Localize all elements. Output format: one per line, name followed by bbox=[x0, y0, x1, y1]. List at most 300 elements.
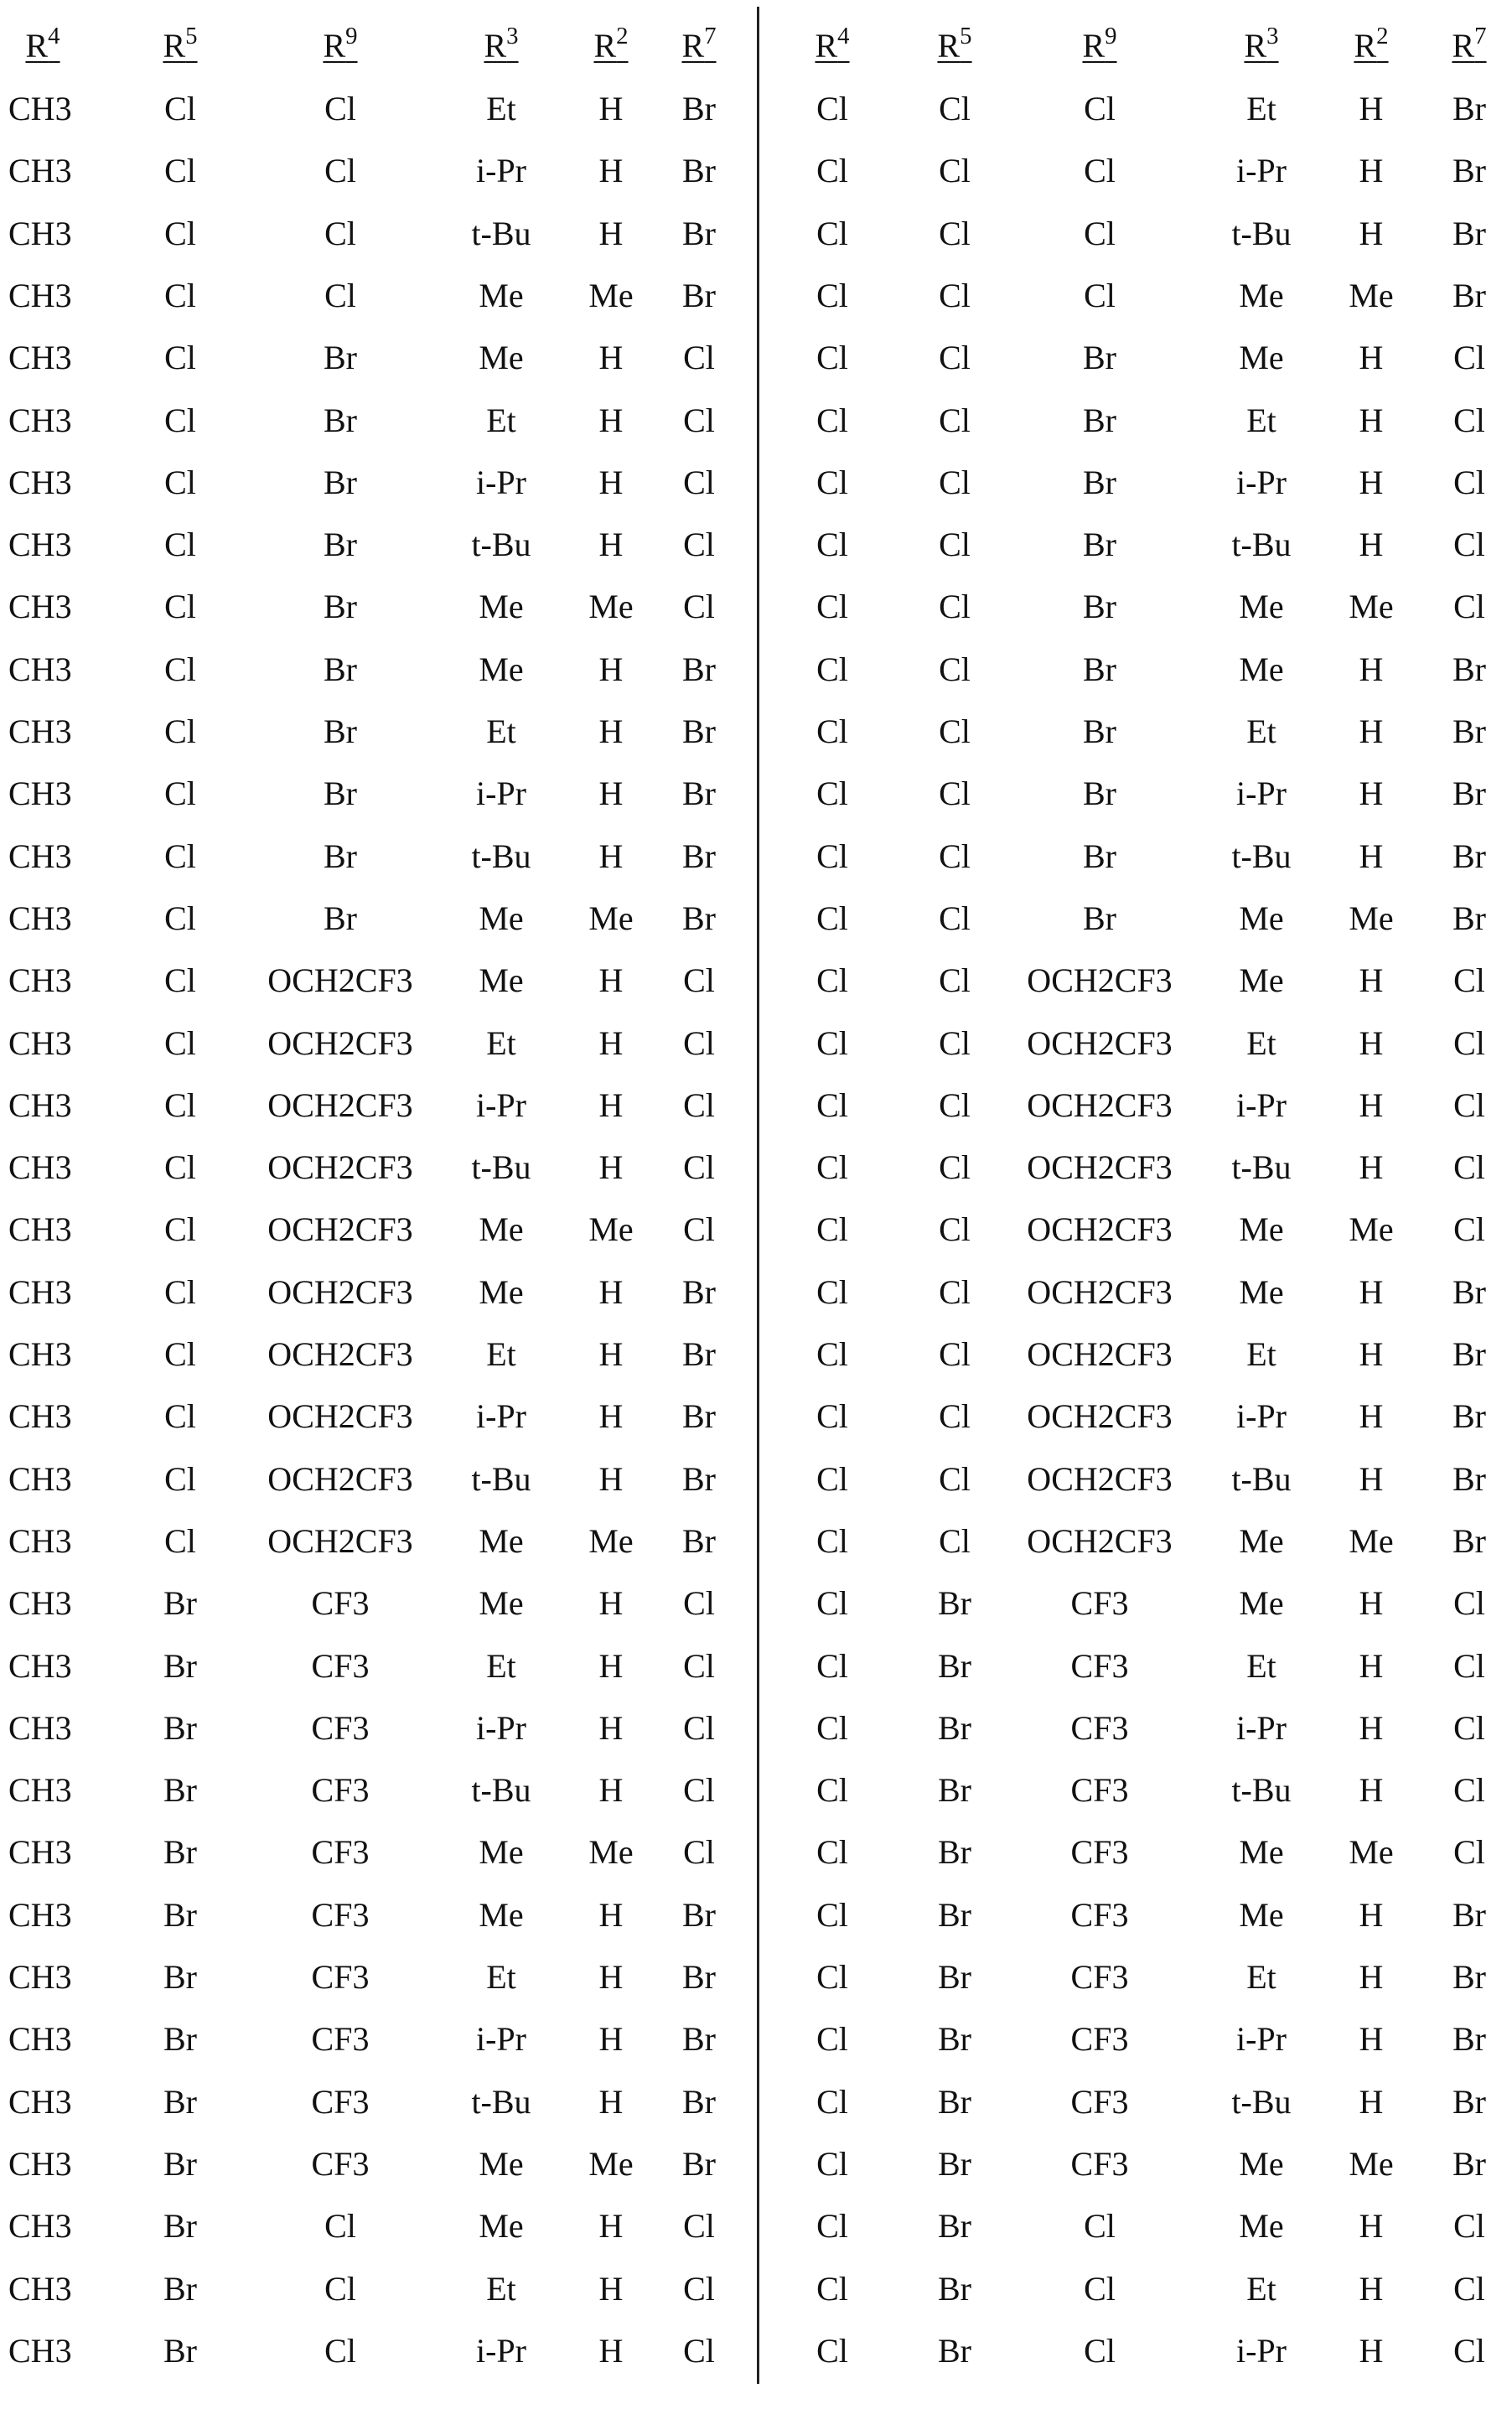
table-cell-r9: Cl bbox=[324, 217, 356, 251]
table-cell-r2: H bbox=[599, 1151, 624, 1184]
table-cell-r9: Br bbox=[1083, 902, 1116, 935]
table-cell-r2: H bbox=[599, 217, 624, 251]
table-cell-r2: H bbox=[1359, 404, 1384, 438]
table-cell-r5: Cl bbox=[164, 217, 196, 251]
table-cell-r5: Cl bbox=[164, 341, 196, 375]
table-cell-r4: Cl bbox=[816, 840, 848, 873]
table-cell-r2: H bbox=[1359, 2334, 1384, 2368]
table-cell-r5: Cl bbox=[939, 279, 971, 313]
table-cell-r4: CH3 bbox=[8, 1463, 72, 1496]
table-cell-r2: Me bbox=[1349, 2147, 1393, 2181]
table-cell-r2: Me bbox=[1349, 590, 1393, 624]
table-cell-r3: Et bbox=[1246, 1650, 1276, 1683]
table-cell-r5: Cl bbox=[939, 466, 971, 500]
table-cell-r9: Cl bbox=[1084, 2334, 1116, 2368]
table-cell-r3: Et bbox=[1246, 1027, 1276, 1060]
table-cell-r2: Me bbox=[588, 902, 633, 935]
table-cell-r3: Me bbox=[1239, 1213, 1283, 1246]
table-cell-r5: Cl bbox=[164, 1276, 196, 1309]
table-cell-r7: Cl bbox=[1453, 466, 1485, 500]
table-cell-r3: i-Pr bbox=[476, 2334, 526, 2368]
table-cell-r5: Br bbox=[938, 2085, 971, 2119]
table-cell-r4: CH3 bbox=[8, 1899, 72, 1932]
table-cell-r5: Br bbox=[163, 2147, 197, 2181]
table-cell-r7: Br bbox=[682, 2023, 716, 2056]
table-cell-r3: i-Pr bbox=[1236, 154, 1287, 188]
table-cell-r7: Cl bbox=[683, 528, 715, 562]
table-cell-r7: Br bbox=[1452, 1276, 1486, 1309]
table-cell-r4: Cl bbox=[816, 1899, 848, 1932]
table-cell-r7: Br bbox=[682, 1525, 716, 1558]
table-cell-r7: Cl bbox=[683, 1712, 715, 1745]
table-cell-r9: Br bbox=[1083, 653, 1116, 686]
table-cell-r3: t-Bu bbox=[471, 528, 531, 562]
table-cell-r2: H bbox=[599, 1463, 624, 1496]
table-cell-r4: Cl bbox=[816, 92, 848, 126]
table-cell-r9: CF3 bbox=[1071, 1712, 1129, 1745]
table-cell-r2: H bbox=[599, 1774, 624, 1807]
column-header-r7: R7 bbox=[1452, 29, 1486, 63]
table-cell-r3: t-Bu bbox=[1231, 1774, 1291, 1807]
table-cell-r2: H bbox=[599, 2210, 624, 2243]
table-cell-r4: Cl bbox=[816, 1276, 848, 1309]
table-cell-r5: Cl bbox=[939, 590, 971, 624]
table-cell-r4: Cl bbox=[816, 154, 848, 188]
table-cell-r2: H bbox=[1359, 1089, 1384, 1122]
table-cell-r7: Cl bbox=[1453, 964, 1485, 997]
table-cell-r7: Br bbox=[1452, 653, 1486, 686]
table-cell-r5: Br bbox=[163, 2210, 197, 2243]
table-cell-r3: Me bbox=[1239, 1899, 1283, 1932]
table-cell-r3: Et bbox=[1246, 92, 1276, 126]
table-cell-r9: OCH2CF3 bbox=[1027, 1400, 1172, 1433]
table-cell-r4: CH3 bbox=[8, 2210, 72, 2243]
column-divider bbox=[757, 7, 759, 2384]
table-cell-r7: Br bbox=[1452, 92, 1486, 126]
table-cell-r2: H bbox=[599, 1899, 624, 1932]
table-cell-r3: i-Pr bbox=[1236, 1400, 1287, 1433]
table-cell-r2: Me bbox=[1349, 1836, 1393, 1869]
column-header-r5: R5 bbox=[163, 29, 197, 63]
column-header-r9: R9 bbox=[1082, 29, 1116, 63]
column-header-r3: R3 bbox=[484, 29, 518, 63]
table-cell-r4: Cl bbox=[816, 1961, 848, 1994]
table-cell-r3: Me bbox=[1239, 279, 1283, 313]
table-cell-r7: Br bbox=[1452, 1400, 1486, 1433]
table-cell-r9: Br bbox=[1083, 590, 1116, 624]
table-cell-r3: Et bbox=[1246, 715, 1276, 749]
table-cell-r9: Cl bbox=[324, 2272, 356, 2306]
table-cell-r5: Cl bbox=[164, 404, 196, 438]
table-cell-r2: H bbox=[1359, 1151, 1384, 1184]
table-cell-r4: Cl bbox=[816, 902, 848, 935]
table-cell-r4: CH3 bbox=[8, 653, 72, 686]
table-cell-r7: Br bbox=[1452, 279, 1486, 313]
table-cell-r2: H bbox=[1359, 1899, 1384, 1932]
table-cell-r9: Br bbox=[324, 902, 357, 935]
table-cell-r3: Et bbox=[486, 1338, 516, 1371]
table-cell-r2: H bbox=[599, 1027, 624, 1060]
table-cell-r2: H bbox=[1359, 1650, 1384, 1683]
table-cell-r9: Br bbox=[1083, 466, 1116, 500]
table-cell-r3: Me bbox=[479, 964, 523, 997]
table-cell-r7: Br bbox=[1452, 777, 1486, 811]
table-cell-r4: CH3 bbox=[8, 777, 72, 811]
table-cell-r5: Cl bbox=[164, 590, 196, 624]
table-cell-r3: i-Pr bbox=[476, 1712, 526, 1745]
table-cell-r7: Br bbox=[682, 1338, 716, 1371]
table-cell-r5: Br bbox=[938, 2023, 971, 2056]
table-cell-r5: Br bbox=[938, 1587, 971, 1620]
table-cell-r3: i-Pr bbox=[476, 1400, 526, 1433]
table-cell-r3: Me bbox=[479, 2147, 523, 2181]
table-cell-r5: Cl bbox=[939, 1463, 971, 1496]
table-cell-r7: Br bbox=[682, 777, 716, 811]
column-header-r9: R9 bbox=[323, 29, 357, 63]
table-cell-r3: Et bbox=[486, 92, 516, 126]
table-cell-r4: CH3 bbox=[8, 590, 72, 624]
table-cell-r5: Cl bbox=[164, 653, 196, 686]
table-cell-r3: Me bbox=[479, 1836, 523, 1869]
table-cell-r3: Me bbox=[479, 1899, 523, 1932]
table-cell-r5: Cl bbox=[939, 217, 971, 251]
table-cell-r5: Cl bbox=[939, 1151, 971, 1184]
table-cell-r4: CH3 bbox=[8, 1027, 72, 1060]
table-cell-r4: CH3 bbox=[8, 1587, 72, 1620]
table-cell-r5: Cl bbox=[939, 1525, 971, 1558]
table-cell-r4: CH3 bbox=[8, 1276, 72, 1309]
table-cell-r9: Cl bbox=[324, 2334, 356, 2368]
table-cell-r5: Cl bbox=[939, 902, 971, 935]
table-cell-r4: Cl bbox=[816, 2085, 848, 2119]
table-cell-r5: Cl bbox=[939, 154, 971, 188]
table-cell-r4: CH3 bbox=[8, 1836, 72, 1869]
table-cell-r9: OCH2CF3 bbox=[1027, 1151, 1172, 1184]
table-cell-r3: Et bbox=[1246, 404, 1276, 438]
table-cell-r4: Cl bbox=[816, 1213, 848, 1246]
table-cell-r7: Br bbox=[682, 653, 716, 686]
table-cell-r7: Br bbox=[1452, 154, 1486, 188]
table-cell-r4: CH3 bbox=[8, 341, 72, 375]
table-cell-r5: Cl bbox=[164, 902, 196, 935]
table-cell-r4: CH3 bbox=[8, 2272, 72, 2306]
table-cell-r2: H bbox=[599, 92, 624, 126]
table-cell-r3: Me bbox=[1239, 1587, 1283, 1620]
table-cell-r3: Me bbox=[1239, 902, 1283, 935]
table-cell-r4: Cl bbox=[816, 2147, 848, 2181]
table-cell-r4: Cl bbox=[816, 2210, 848, 2243]
table-cell-r4: Cl bbox=[816, 1463, 848, 1496]
table-cell-r9: OCH2CF3 bbox=[267, 1151, 412, 1184]
table-cell-r3: Me bbox=[479, 653, 523, 686]
table-cell-r2: H bbox=[599, 1089, 624, 1122]
table-cell-r2: H bbox=[599, 341, 624, 375]
table-cell-r9: OCH2CF3 bbox=[267, 1338, 412, 1371]
table-cell-r9: Cl bbox=[1084, 2272, 1116, 2306]
table-cell-r9: CF3 bbox=[1071, 2085, 1129, 2119]
table-cell-r4: Cl bbox=[816, 964, 848, 997]
table-cell-r5: Br bbox=[163, 2085, 197, 2119]
table-cell-r5: Br bbox=[938, 2334, 971, 2368]
table-cell-r7: Br bbox=[682, 1463, 716, 1496]
table-cell-r5: Br bbox=[163, 1650, 197, 1683]
table-cell-r4: Cl bbox=[816, 1525, 848, 1558]
table-cell-r9: CF3 bbox=[312, 2085, 370, 2119]
table-cell-r5: Cl bbox=[939, 1089, 971, 1122]
table-cell-r9: CF3 bbox=[312, 2023, 370, 2056]
table-cell-r5: Cl bbox=[164, 528, 196, 562]
column-header-r2: R2 bbox=[593, 29, 628, 63]
table-cell-r3: Et bbox=[1246, 1338, 1276, 1371]
table-cell-r7: Cl bbox=[1453, 528, 1485, 562]
table-cell-r7: Cl bbox=[1453, 2272, 1485, 2306]
table-cell-r2: H bbox=[1359, 1027, 1384, 1060]
table-cell-r7: Br bbox=[682, 1961, 716, 1994]
table-cell-r2: H bbox=[599, 2272, 624, 2306]
table-cell-r2: H bbox=[1359, 528, 1384, 562]
table-cell-r7: Cl bbox=[683, 2272, 715, 2306]
table-cell-r9: CF3 bbox=[1071, 1774, 1129, 1807]
table-cell-r2: H bbox=[1359, 1774, 1384, 1807]
table-cell-r2: H bbox=[1359, 1712, 1384, 1745]
table-cell-r5: Cl bbox=[164, 154, 196, 188]
table-cell-r7: Br bbox=[1452, 217, 1486, 251]
table-cell-r4: Cl bbox=[816, 1650, 848, 1683]
table-cell-r4: CH3 bbox=[8, 964, 72, 997]
table-cell-r2: Me bbox=[588, 279, 633, 313]
table-cell-r7: Br bbox=[682, 92, 716, 126]
table-cell-r4: Cl bbox=[816, 2272, 848, 2306]
table-cell-r3: Me bbox=[479, 1525, 523, 1558]
table-cell-r2: H bbox=[1359, 964, 1384, 997]
table-cell-r5: Br bbox=[163, 1712, 197, 1745]
table-cell-r4: Cl bbox=[816, 217, 848, 251]
table-cell-r7: Cl bbox=[1453, 1774, 1485, 1807]
table-cell-r4: CH3 bbox=[8, 2085, 72, 2119]
table-cell-r7: Cl bbox=[683, 1213, 715, 1246]
table-cell-r5: Cl bbox=[939, 528, 971, 562]
table-cell-r2: H bbox=[599, 1338, 624, 1371]
table-cell-r3: t-Bu bbox=[1231, 1463, 1291, 1496]
table-cell-r5: Cl bbox=[164, 1463, 196, 1496]
table-cell-r2: Me bbox=[588, 1213, 633, 1246]
table-cell-r7: Cl bbox=[683, 1027, 715, 1060]
column-header-r5: R5 bbox=[937, 29, 971, 63]
table-cell-r9: CF3 bbox=[1071, 2023, 1129, 2056]
table-cell-r9: OCH2CF3 bbox=[267, 1525, 412, 1558]
table-cell-r2: H bbox=[599, 466, 624, 500]
table-cell-r3: Me bbox=[479, 590, 523, 624]
table-cell-r9: OCH2CF3 bbox=[1027, 1276, 1172, 1309]
table-cell-r9: CF3 bbox=[1071, 1961, 1129, 1994]
table-cell-r9: CF3 bbox=[1071, 1587, 1129, 1620]
table-cell-r3: Me bbox=[479, 1276, 523, 1309]
table-cell-r4: Cl bbox=[816, 1774, 848, 1807]
table-cell-r2: Me bbox=[588, 2147, 633, 2181]
table-cell-r7: Cl bbox=[683, 1151, 715, 1184]
table-cell-r3: Et bbox=[486, 715, 516, 749]
table-cell-r2: H bbox=[1359, 1400, 1384, 1433]
table-cell-r3: Me bbox=[479, 1213, 523, 1246]
table-cell-r4: CH3 bbox=[8, 715, 72, 749]
table-cell-r4: CH3 bbox=[8, 1961, 72, 1994]
table-cell-r9: Cl bbox=[1084, 279, 1116, 313]
table-cell-r3: t-Bu bbox=[1231, 217, 1291, 251]
table-cell-r4: CH3 bbox=[8, 1338, 72, 1371]
table-cell-r3: t-Bu bbox=[1231, 840, 1291, 873]
table-cell-r4: Cl bbox=[816, 2023, 848, 2056]
table-cell-r5: Br bbox=[163, 1836, 197, 1869]
table-cell-r9: Br bbox=[1083, 777, 1116, 811]
table-cell-r7: Br bbox=[682, 1400, 716, 1433]
table-cell-r5: Cl bbox=[164, 1338, 196, 1371]
table-cell-r5: Cl bbox=[939, 341, 971, 375]
table-cell-r3: Me bbox=[1239, 1836, 1283, 1869]
table-cell-r2: H bbox=[1359, 1961, 1384, 1994]
table-cell-r5: Br bbox=[938, 1712, 971, 1745]
table-cell-r5: Br bbox=[938, 1650, 971, 1683]
table-cell-r7: Br bbox=[682, 902, 716, 935]
table-cell-r9: Br bbox=[324, 528, 357, 562]
table-cell-r7: Cl bbox=[1453, 590, 1485, 624]
table-cell-r7: Br bbox=[682, 2147, 716, 2181]
table-cell-r4: Cl bbox=[816, 777, 848, 811]
table-cell-r4: CH3 bbox=[8, 154, 72, 188]
table-cell-r5: Br bbox=[163, 1899, 197, 1932]
table-cell-r2: H bbox=[599, 1587, 624, 1620]
table-cell-r4: Cl bbox=[816, 1836, 848, 1869]
table-cell-r4: Cl bbox=[816, 1712, 848, 1745]
table-cell-r5: Cl bbox=[939, 92, 971, 126]
table-cell-r5: Cl bbox=[939, 715, 971, 749]
table-cell-r3: Et bbox=[486, 1961, 516, 1994]
table-cell-r5: Cl bbox=[164, 1400, 196, 1433]
table-cell-r9: Br bbox=[324, 341, 357, 375]
table-cell-r7: Br bbox=[682, 1899, 716, 1932]
table-cell-r4: CH3 bbox=[8, 528, 72, 562]
table-cell-r5: Br bbox=[163, 2334, 197, 2368]
table-cell-r4: CH3 bbox=[8, 404, 72, 438]
table-cell-r7: Cl bbox=[1453, 1213, 1485, 1246]
table-cell-r9: Cl bbox=[324, 154, 356, 188]
table-cell-r7: Cl bbox=[1453, 341, 1485, 375]
table-cell-r7: Br bbox=[682, 840, 716, 873]
column-header-r4: R4 bbox=[25, 29, 60, 63]
table-cell-r3: Me bbox=[479, 2210, 523, 2243]
table-cell-r4: Cl bbox=[816, 2334, 848, 2368]
table-cell-r2: H bbox=[599, 653, 624, 686]
table-cell-r9: Br bbox=[1083, 840, 1116, 873]
table-cell-r7: Cl bbox=[683, 1587, 715, 1620]
table-cell-r5: Cl bbox=[939, 777, 971, 811]
table-cell-r4: CH3 bbox=[8, 1774, 72, 1807]
table-cell-r7: Cl bbox=[1453, 1712, 1485, 1745]
table-cell-r5: Cl bbox=[939, 1400, 971, 1433]
table-cell-r3: Me bbox=[1239, 341, 1283, 375]
table-cell-r7: Br bbox=[1452, 2147, 1486, 2181]
table-cell-r7: Br bbox=[1452, 715, 1486, 749]
table-cell-r7: Br bbox=[1452, 2085, 1486, 2119]
table-cell-r2: H bbox=[599, 154, 624, 188]
table-cell-r3: Et bbox=[1246, 1961, 1276, 1994]
table-cell-r5: Cl bbox=[164, 279, 196, 313]
table-cell-r2: H bbox=[1359, 653, 1384, 686]
table-cell-r3: Me bbox=[479, 341, 523, 375]
table-cell-r7: Cl bbox=[683, 1774, 715, 1807]
table-cell-r2: H bbox=[599, 964, 624, 997]
table-cell-r4: CH3 bbox=[8, 217, 72, 251]
table-cell-r7: Cl bbox=[1453, 1836, 1485, 1869]
table-cell-r7: Cl bbox=[683, 2210, 715, 2243]
table-cell-r4: Cl bbox=[816, 590, 848, 624]
table-cell-r2: Me bbox=[588, 590, 633, 624]
table-cell-r5: Cl bbox=[939, 653, 971, 686]
table-cell-r9: Br bbox=[1083, 341, 1116, 375]
table-cell-r3: Me bbox=[479, 902, 523, 935]
table-cell-r9: OCH2CF3 bbox=[267, 1089, 412, 1122]
table-cell-r4: CH3 bbox=[8, 1151, 72, 1184]
table-cell-r9: OCH2CF3 bbox=[267, 1463, 412, 1496]
table-cell-r2: H bbox=[1359, 466, 1384, 500]
table-cell-r3: Me bbox=[479, 1587, 523, 1620]
table-cell-r3: Et bbox=[486, 404, 516, 438]
table-cell-r2: H bbox=[599, 777, 624, 811]
table-cell-r3: t-Bu bbox=[471, 1774, 531, 1807]
table-cell-r7: Br bbox=[1452, 1899, 1486, 1932]
table-cell-r7: Cl bbox=[683, 404, 715, 438]
table-cell-r3: t-Bu bbox=[1231, 528, 1291, 562]
table-cell-r4: CH3 bbox=[8, 1213, 72, 1246]
table-cell-r9: Cl bbox=[324, 2210, 356, 2243]
table-cell-r5: Cl bbox=[164, 1089, 196, 1122]
table-cell-r9: Br bbox=[1083, 715, 1116, 749]
table-cell-r2: H bbox=[599, 528, 624, 562]
table-cell-r5: Cl bbox=[164, 1213, 196, 1246]
table-cell-r4: CH3 bbox=[8, 2334, 72, 2368]
table-cell-r9: CF3 bbox=[312, 1712, 370, 1745]
table-cell-r7: Cl bbox=[1453, 1151, 1485, 1184]
table-cell-r9: Br bbox=[324, 777, 357, 811]
table-cell-r5: Br bbox=[938, 2210, 971, 2243]
table-cell-r3: Me bbox=[479, 279, 523, 313]
table-cell-r7: Cl bbox=[683, 2334, 715, 2368]
table-cell-r3: i-Pr bbox=[476, 777, 526, 811]
table-cell-r3: t-Bu bbox=[471, 217, 531, 251]
table-cell-r2: H bbox=[599, 1650, 624, 1683]
table-cell-r5: Cl bbox=[164, 466, 196, 500]
table-cell-r5: Br bbox=[938, 1899, 971, 1932]
table-cell-r7: Cl bbox=[1453, 1027, 1485, 1060]
table-cell-r3: i-Pr bbox=[476, 154, 526, 188]
table-cell-r7: Br bbox=[682, 217, 716, 251]
table-cell-r9: CF3 bbox=[312, 1836, 370, 1869]
table-cell-r2: H bbox=[1359, 777, 1384, 811]
table-cell-r5: Br bbox=[938, 1961, 971, 1994]
table-cell-r7: Br bbox=[1452, 1525, 1486, 1558]
table-cell-r4: Cl bbox=[816, 1151, 848, 1184]
table-cell-r7: Br bbox=[1452, 840, 1486, 873]
table-cell-r5: Cl bbox=[164, 1027, 196, 1060]
column-header-r3: R3 bbox=[1244, 29, 1278, 63]
table-cell-r4: Cl bbox=[816, 1400, 848, 1433]
table-cell-r2: H bbox=[1359, 840, 1384, 873]
table-cell-r3: i-Pr bbox=[1236, 777, 1287, 811]
table-cell-r4: CH3 bbox=[8, 1712, 72, 1745]
table-cell-r4: CH3 bbox=[8, 902, 72, 935]
table-cell-r3: t-Bu bbox=[1231, 2085, 1291, 2119]
table-cell-r9: CF3 bbox=[1071, 1650, 1129, 1683]
table-cell-r4: CH3 bbox=[8, 840, 72, 873]
